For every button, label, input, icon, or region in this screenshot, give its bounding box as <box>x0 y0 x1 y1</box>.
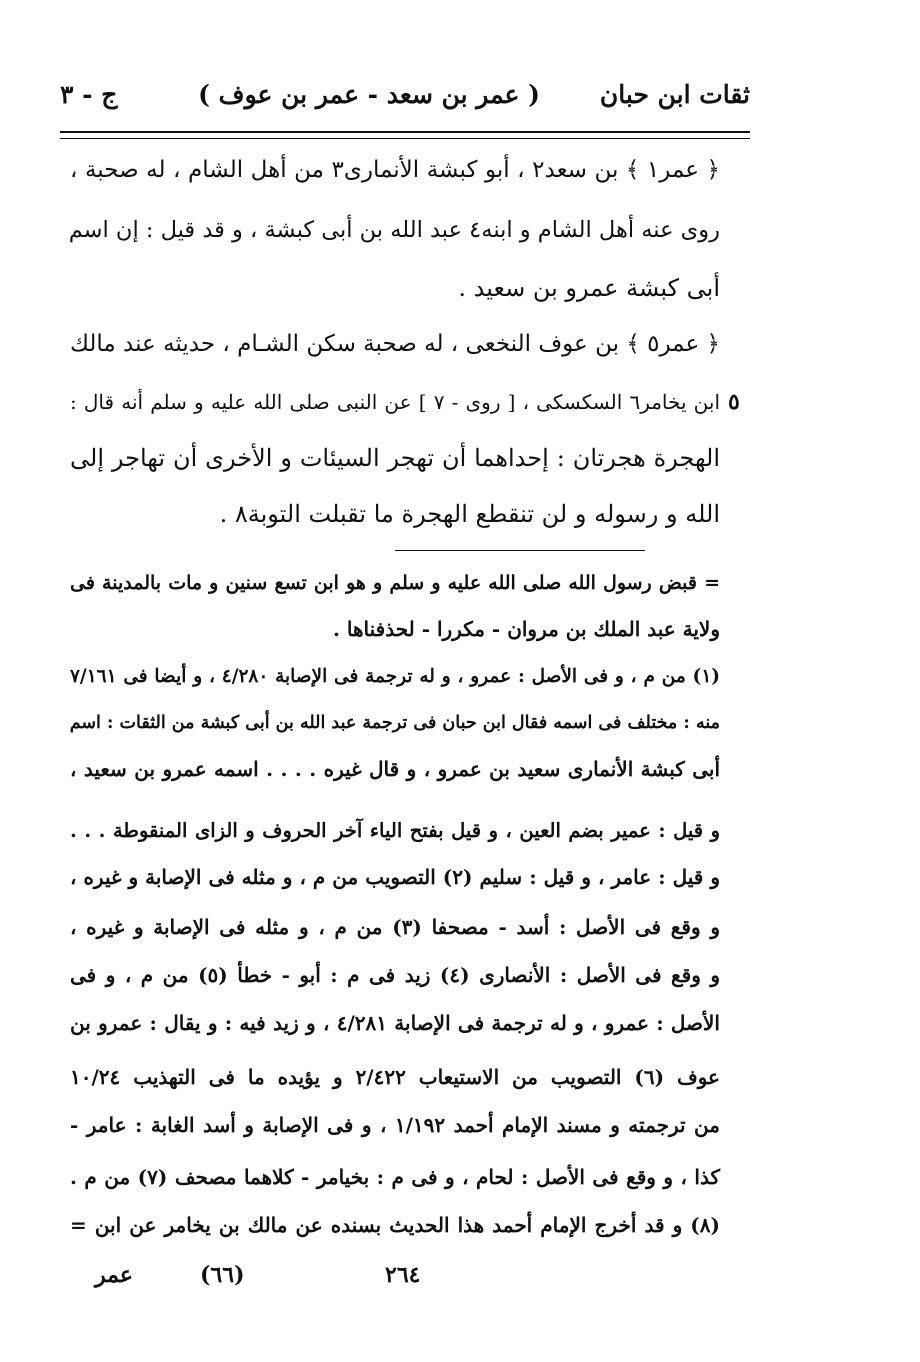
catchword: عمر <box>95 1262 133 1288</box>
main-line: أبى كبشة عمرو بن سعيد . <box>458 274 720 302</box>
header-rule <box>60 131 750 139</box>
main-line: ﴿ عمر١ ﴾ بن سعد٢ ، أبو كبشة الأنمارى٣ من أهل الشام ، له صحبة ، <box>70 157 720 183</box>
footnote-line: من ترجمته و مسند الإمام أحمد ١/١٩٢ ، و فى الإصابة و أسد الغابة : عامر - <box>70 1113 720 1137</box>
volume-label: ج - ٣ <box>60 80 118 109</box>
page-number: ٢٦٤ <box>385 1262 421 1288</box>
footnote-line: (٨) و قد أخرج الإمام أحمد هذا الحديث بسنده عن مالك بن يخامر عن ابن = <box>70 1213 720 1237</box>
footnote-line: منه : مختلف فى اسمه فقال ابن حبان فى ترجمة عبد الله بن أبى كبشة من الثقات : اسم <box>69 713 720 733</box>
footnote-line: (١) من م ، و فى الأصل : عمرو ، و له ترجمة فى الإصابة ٤/٢٨٠ ، و أيضا فى ٧/١٦١ <box>70 666 721 687</box>
entry-range: ( عمر بن سعد - عمر بن عوف ) <box>198 80 540 109</box>
main-line: الله و رسوله و لن تنقطع الهجرة ما تقبلت التوبة٨ . <box>219 500 720 528</box>
footnote-line: الأصل : عمرو ، و له ترجمة فى الإصابة ٤/٢٨١ ، و زيد فيه : و يقال : عمرو بن <box>70 1011 720 1035</box>
main-line: روى عنه أهل الشام و ابنه٤ عبد الله بن أبى كبشة ، و قد قيل : إن اسم <box>68 217 720 243</box>
main-line: ابن يخامر٦ السكسكى ، [ روى - ٧ ] عن النبى صلى الله عليه و سلم أنه قال : <box>70 390 721 414</box>
book-title: ثقات ابن حبان <box>599 80 750 109</box>
footnote-line: و وقع فى الأصل : أسد - مصحفا (٣) من م ، و مثله فى الإصابة و غيره ، <box>70 915 721 939</box>
footnote-separator <box>395 550 645 551</box>
footnote-line: و قيل : عمير بضم العين ، و قيل بفتح الياء آخر الحروف و الزاى المنقوطة . . . <box>70 819 720 842</box>
footnote-line: كذا ، و وقع فى الأصل : لحام ، و فى م : بخيامر - كلاهما مصحف (٧) من م . <box>70 1165 720 1189</box>
line-number: ٥ <box>728 389 740 415</box>
main-line: الهجرة هجرتان : إحداهما أن تهجر السيئات و الأخرى أن تهاجر إلى <box>70 444 720 472</box>
page-footer <box>95 1262 495 1302</box>
footnote-line: ولاية عبد الملك بن مروان - مكررا - لحذفناها . <box>332 617 720 641</box>
main-line: ﴿ عمر٥ ﴾ بن عوف النخعى ، له صحبة سكن الشـام ، حديثه عند مالك <box>70 331 720 357</box>
footnote-line: و قيل : عامر ، و قيل : سليم (٢) التصويب من م ، و مثله فى الإصابة و غيره ، <box>70 865 720 889</box>
footnote-line: عوف (٦) التصويب من الاستيعاب ٢/٤٢٢ و يؤيده ما فى التهذيب ١٠/٢٤ <box>70 1065 720 1089</box>
volume-page-number: (٦٦) <box>200 1262 245 1288</box>
footnote-line: و وقع فى الأصل : الأنصارى (٤) زيد فى م : أبو - خطأ (٥) من م ، و فى <box>70 963 720 987</box>
footnote-line: أبى كبشة الأنمارى سعيد بن عمرو ، و قال غيره . . . . اسمه عمرو بن سعيد ، <box>70 757 720 781</box>
footnote-line: = قبض رسول الله صلى الله عليه و سلم و هو ابن تسع سنين و مات بالمدينة فى <box>70 572 720 594</box>
page-header <box>60 80 750 130</box>
